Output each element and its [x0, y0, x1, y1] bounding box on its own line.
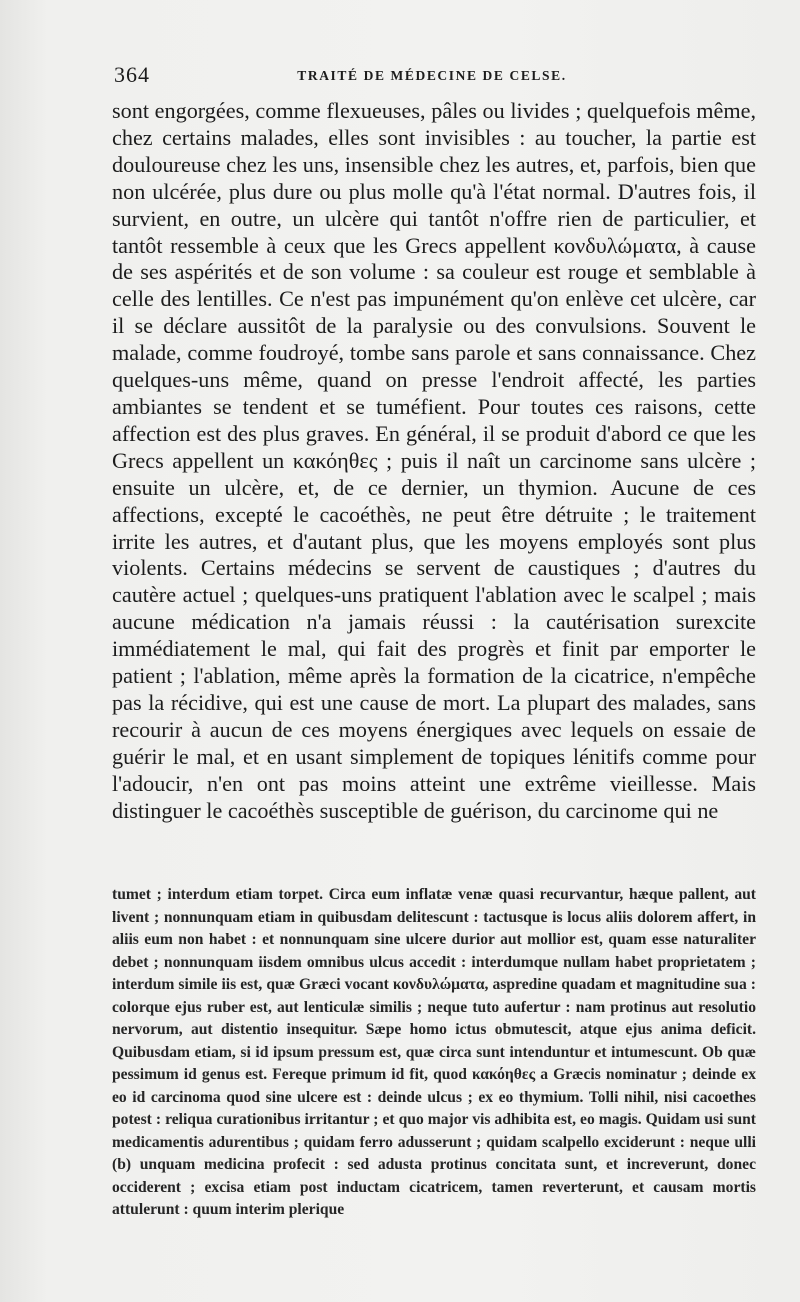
footnote-paragraph: tumet ; interdum etiam torpet. Circa eum inflatæ venæ quasi recurvantur, hæque pallent, aut livent ; nonnunquam etiam in quibusdam delitescunt : tactusque is locus aliis dolorem affert, in aliis eum non habet : et nonnunquam sine ulcere durior aut mollior est, quam esse naturaliter debet ; nonnunquam iisdem omnibus ulcus accedit : interdumque nullam habet proprietatem ; interdum simile iis est, quæ Græci vocant κονδυλώματα, aspredine quadam et magnitudine sua : colorque ejus ruber est, aut lenticulæ similis ; neque tuto aufertur : nam protinus aut resolutio nervorum, aut distentio insequitur. Sæpe homo ictus obmutescit, atque ejus anima deficit. Quibusdam etiam, si id ipsum pressum est, quæ circa sunt intenduntur et intumescunt. Ob quæ pessimum id genus est. Fereque primum id fit, quod κακόηθες a Græcis nominatur ; deinde ex eo id carcinoma quod sine ulcere est : deinde ulcus ; ex eo thymium. Tolli nihil, nisi cacoethes potest : reliqua curationibus irritantur ; et quo major vis adhibita est, eo magis. Quidam usi sunt medicamentis adurentibus ; quidam ferro adusserunt ; quidam scalpello exciderunt : neque ulli (b) unquam medicina profecit : sed adusta protinus concitata sunt, et increverunt, donec occiderent ; excisa etiam post inductam cicatricem, tamen reverterunt, et causam mortis attulerunt : quum interim plerique [112, 886, 756, 1218]
main-text-block [112, 98, 756, 824]
running-title: TRAITÉ DE MÉDECINE DE CELSE. [297, 68, 567, 83]
latin-footnote-block [112, 884, 756, 1222]
page-number: 364 [114, 62, 150, 87]
running-head [112, 62, 752, 92]
main-paragraph: sont engorgées, comme flexueuses, pâles ou livides ; quelquefois même, chez certains malades, elles sont invisibles : au toucher, la partie est douloureuse chez les uns, insensible chez les autres, et, parfois, bien que non ulcérée, plus dure ou plus molle qu'à l'état normal. D'autres fois, il survient, en outre, un ulcère qui tantôt n'offre rien de particulier, et tantôt ressemble à ceux que les Grecs appellent κονδυλώματα, à cause de ses aspérités et de son volume : sa couleur est rouge et semblable à celle des lentilles. Ce n'est pas impunément qu'on enlève cet ulcère, car il se déclare aussitôt de la paralysie ou des convulsions. Souvent le malade, comme foudroyé, tombe sans parole et sans connaissance. Chez quelques-uns même, quand on presse l'endroit affecté, les parties ambiantes se tendent et se tuméfient. Pour toutes ces raisons, cette affection est des plus graves. En général, il se produit d'abord ce que les Grecs appellent un κακόηθες ; puis il naît un carcinome sans ulcère ; ensuite un ulcère, et, de ce dernier, un thymion. Aucune de ces affections, excepté le cacoéthès, ne peut être détruite ; le traitement irrite les autres, et d'autant plus, que les moyens employés sont plus violents. Certains médecins se servent de caustiques ; d'autres du cautère actuel ; quelques-uns pratiquent l'ablation avec le scalpel ; mais aucune médication n'a jamais réussi : la cautérisation surexcite immédiatement le mal, qui fait des progrès et finit par emporter le patient ; l'ablation, même après la formation de la cicatrice, n'empêche pas la récidive, qui est une cause de mort. La plupart des malades, sans recourir à aucun de ces moyens énergiques avec lequels on essaie de guérir le mal, et en usant simplement de topiques lénitifs comme pour l'adoucir, n'en ont pas moins atteint une extrême vieillesse. Mais distinguer le cacoéthès susceptible de guérison, du carcinome qui ne [112, 98, 756, 823]
